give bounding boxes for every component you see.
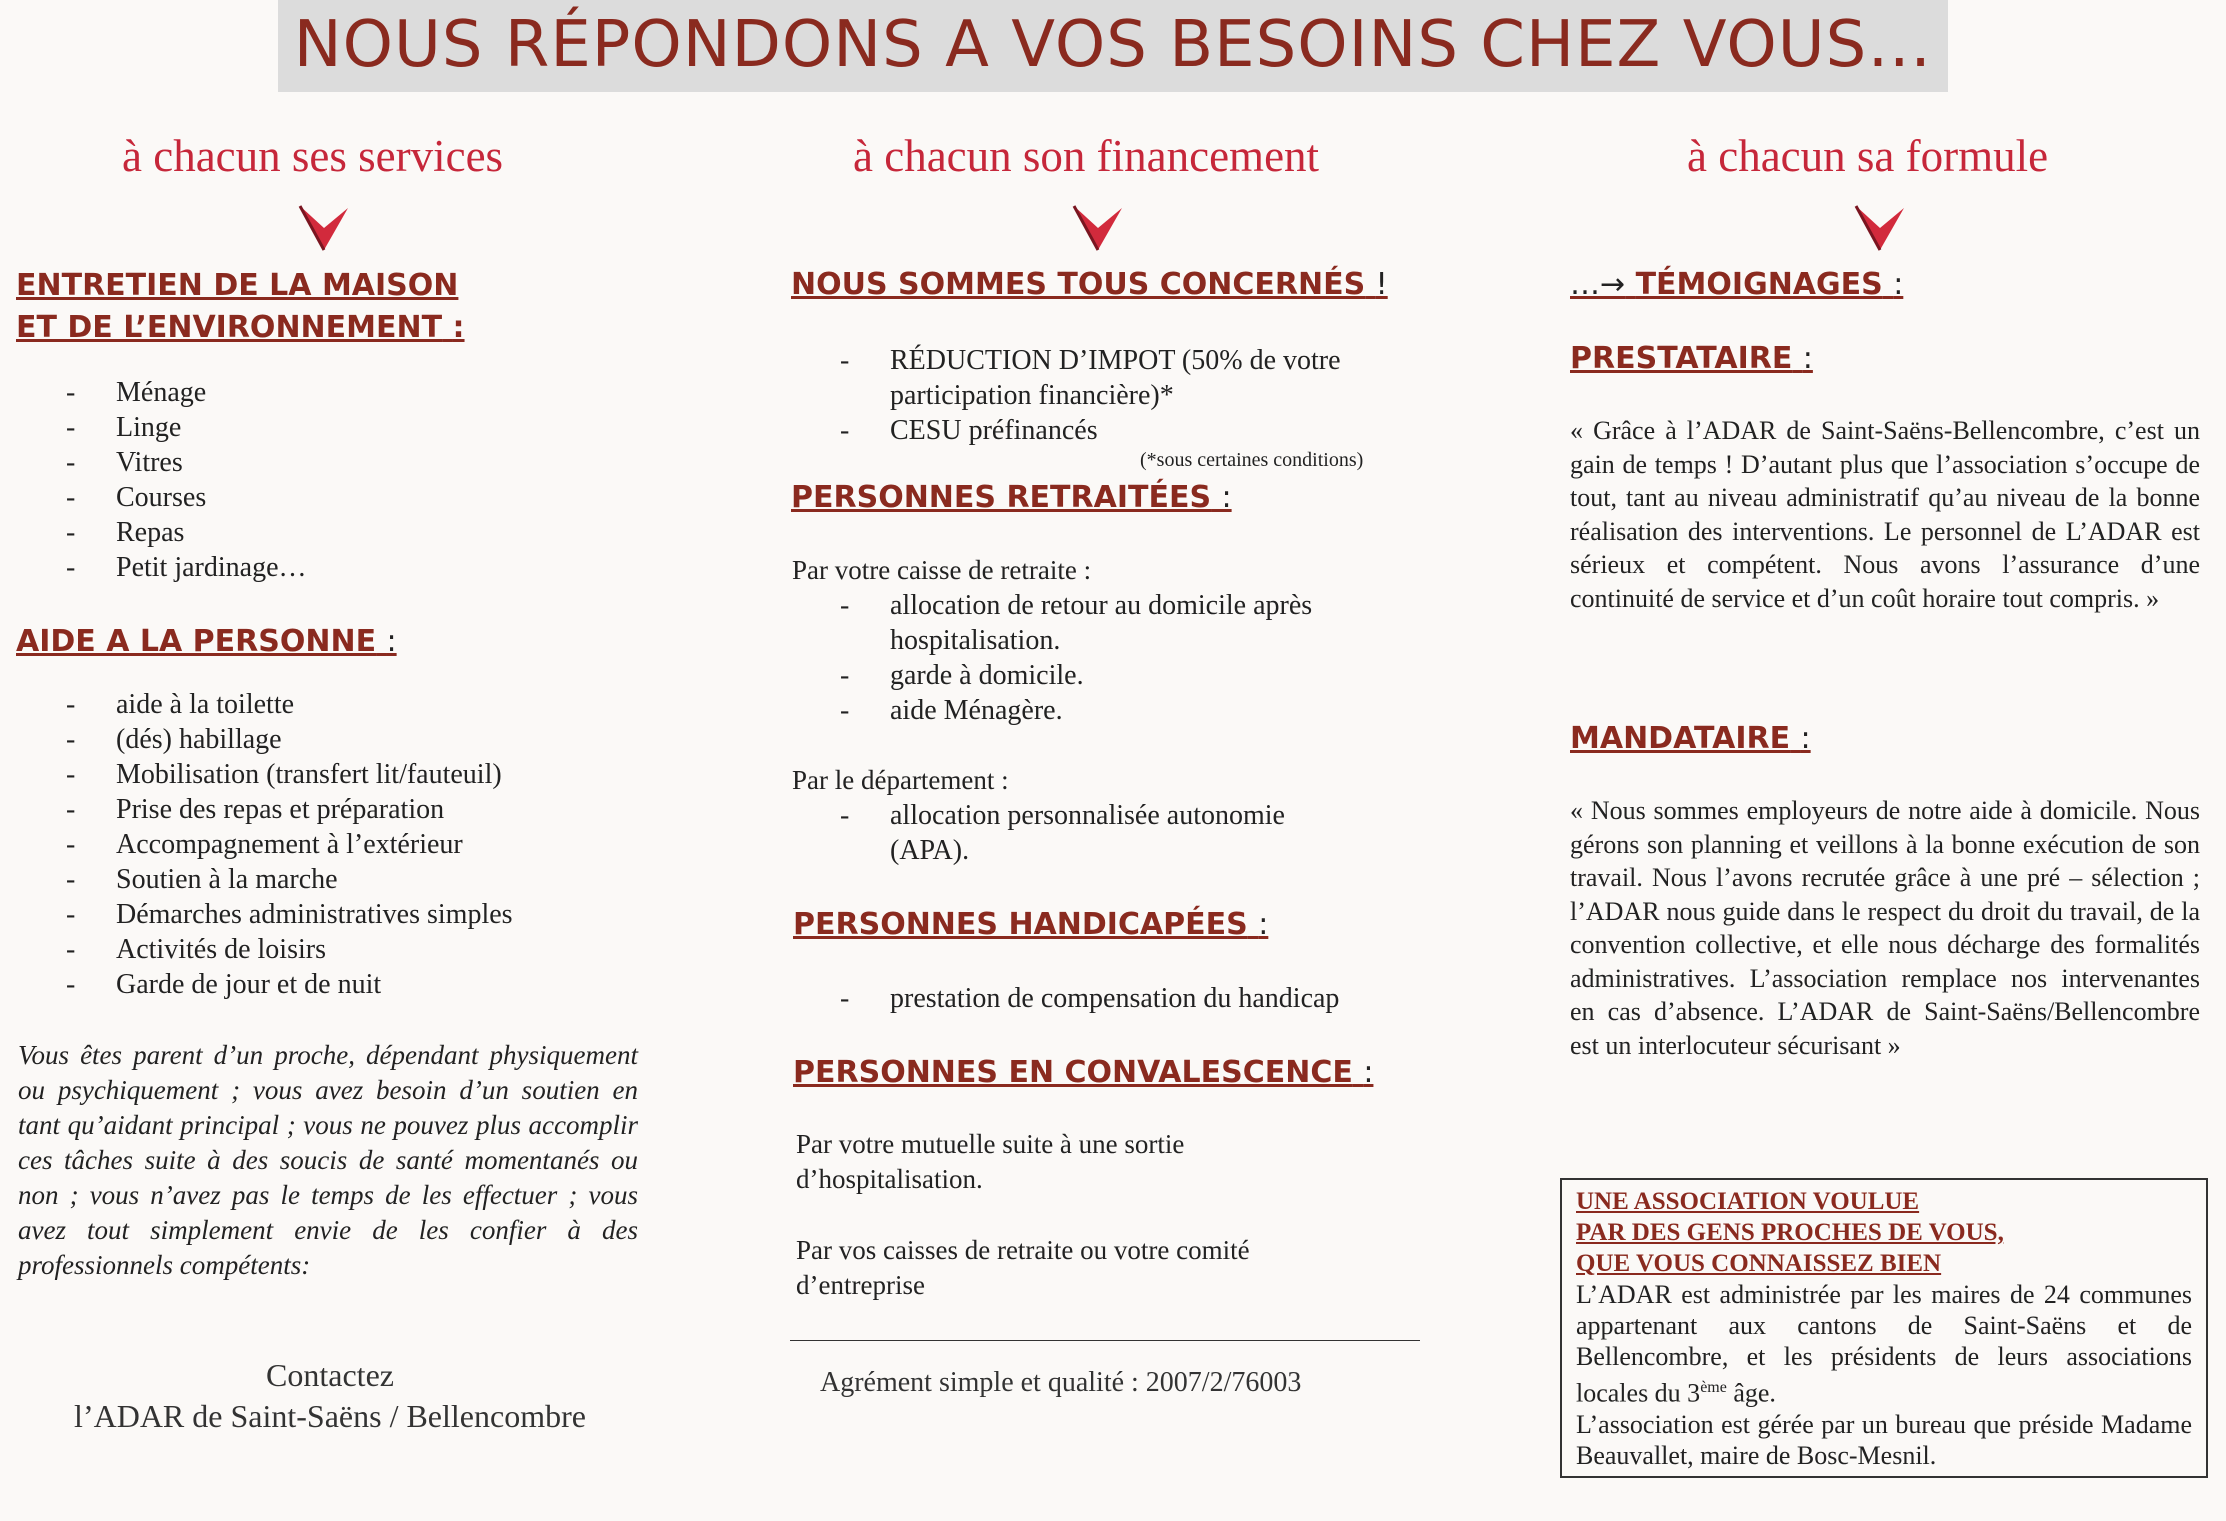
departement-list [840, 798, 1340, 868]
list-item: - CESU préfinancés [840, 413, 1400, 448]
concernes-list [840, 343, 1400, 448]
section-title-mandataire: MANDATAIRE : [1570, 721, 1811, 756]
list-item: - Activités de loisirs [66, 932, 513, 967]
association-box-title: UNE ASSOCIATION VOULUE PAR DES GENS PROCHES DE VOUS, QUE VOUS CONNAISSEZ BIEN [1576, 1188, 2004, 1277]
handicap-list [840, 981, 1339, 1016]
section-title-convalescence: PERSONNES EN CONVALESCENCE : [793, 1055, 1374, 1090]
down-arrow-icon [298, 202, 350, 254]
list-item: - Prise des repas et préparation [66, 792, 513, 827]
down-arrow-icon [1072, 202, 1124, 254]
column-financement [780, 0, 1440, 1521]
column-heading-services: à chacun ses services [122, 131, 504, 181]
section-title-aide-personne: AIDE A LA PERSONNE : [16, 624, 397, 659]
list-item: - allocation de retour au domicile après hospitalisation. [840, 588, 1400, 658]
list-item: - Accompagnement à l’extérieur [66, 827, 513, 862]
prestataire-quote: « Grâce à l’ADAR de Saint-Saëns-Bellencombre, c’est un gain de temps ! D’autant plus que l’association s’occupe de tout, tant au niveau administratif qu’au niveau de la bonne réalisation des interventions. Le personnel de L’ADAR est sérieux et compétent. Nous avons l’assurance d’une continuité de service et d’un coût horaire tout compris. » [1570, 416, 2200, 613]
column-services [0, 0, 660, 1521]
list-item: - Linge [66, 410, 307, 445]
departement-intro: Par le département : [792, 765, 1009, 795]
list-item: - Courses [66, 480, 307, 515]
footnote: (*sous certaines conditions) [1140, 449, 1364, 471]
entretien-list [66, 375, 307, 585]
retraite-intro: Par votre caisse de retraite : [792, 555, 1092, 585]
list-item: - Soutien à la marche [66, 862, 513, 897]
association-box-body [1576, 1279, 2192, 1471]
retraite-list [840, 588, 1400, 728]
agrement-text: Agrément simple et qualité : 2007/2/76003 [820, 1367, 1302, 1398]
list-item: - RÉDUCTION D’IMPOT (50% de votre participation financière)* [840, 343, 1400, 413]
list-item: - Garde de jour et de nuit [66, 967, 513, 1002]
section-title-prestataire: PRESTATAIRE : [1570, 341, 1813, 376]
list-item: - Vitres [66, 445, 307, 480]
list-item: - Petit jardinage… [66, 550, 307, 585]
column-heading-financement: à chacun son financement [853, 131, 1320, 181]
list-item: - garde à domicile. [840, 658, 1400, 693]
down-arrow-icon [1854, 202, 1906, 254]
contact-block: Contactez l’ADAR de Saint-Saëns / Bellencombre [74, 1357, 586, 1434]
section-title-temoignages: …→ TÉMOIGNAGES : [1570, 267, 1904, 302]
convalescence-text-1: Par votre mutuelle suite à une sortie d’hospitalisation. [796, 1129, 1185, 1194]
list-item: - aide à la toilette [66, 687, 513, 722]
section-title-retraitees: PERSONNES RETRAITÉES : [791, 480, 1232, 515]
section-title-handicapees: PERSONNES HANDICAPÉES : [793, 907, 1269, 942]
association-box-text-1: L’ADAR est administrée par les maires de 24 communes appartenant aux cantons de Saint-Saëns et de Bellencombre, et les présidents de leurs associations locales du 3ème âge. [1576, 1280, 2192, 1408]
list-item: - Repas [66, 515, 307, 550]
list-item: - (dés) habillage [66, 722, 513, 757]
mandataire-quote: « Nous sommes employeurs de notre aide à domicile. Nous gérons son planning et veillons à la bonne exécution de son travail. Nous l’avons recrutée grâce à une pré – sélection ; l’ADAR nous guide dans le respect du droit du travail, de la convention collective, et elle nous décharge des formalités administratives. L’association remplace nos intervenantes en cas d’absence. L’ADAR de Saint-Saëns/Bellencombre est un interlocuteur sécurisant » [1570, 796, 2200, 1060]
aide-list [66, 687, 513, 1002]
page-title: NOUS RÉPONDONS A VOS BESOINS CHEZ VOUS… [293, 8, 1933, 82]
list-item: - Mobilisation (transfert lit/fauteuil) [66, 757, 513, 792]
list-item: - allocation personnalisée autonomie (APA). [840, 798, 1340, 868]
aidant-paragraph: Vous êtes parent d’un proche, dépendant physiquement ou psychiquement ; vous avez besoin d’un soutien en tant qu’aidant principal ; vous ne pouvez plus accomplir ces tâches suite à des soucis de santé momentanés ou non ; vous n’avez pas le temps de les effectuer ; vous avez tout simplement envie de les confier à des professionnels compétents: [18, 1040, 638, 1280]
section-title-concernes: NOUS SOMMES TOUS CONCERNÉS ! [791, 267, 1388, 302]
list-item: - Démarches administratives simples [66, 897, 513, 932]
list-item: - Ménage [66, 375, 307, 410]
section-title-entretien: ENTRETIEN DE LA MAISON ET DE L’ENVIRONNEMENT : [16, 268, 465, 345]
list-item: - aide Ménagère. [840, 693, 1400, 728]
divider [790, 1340, 1420, 1341]
column-heading-formule: à chacun sa formule [1687, 131, 2049, 181]
association-box-text-2: L’association est gérée par un bureau que préside Madame Beauvallet, maire de Bosc-Mesnil. [1576, 1409, 2192, 1470]
association-box [1560, 1178, 2208, 1478]
convalescence-text-2: Par vos caisses de retraite ou votre comité d’entreprise [796, 1235, 1250, 1300]
list-item: - prestation de compensation du handicap [840, 981, 1339, 1016]
